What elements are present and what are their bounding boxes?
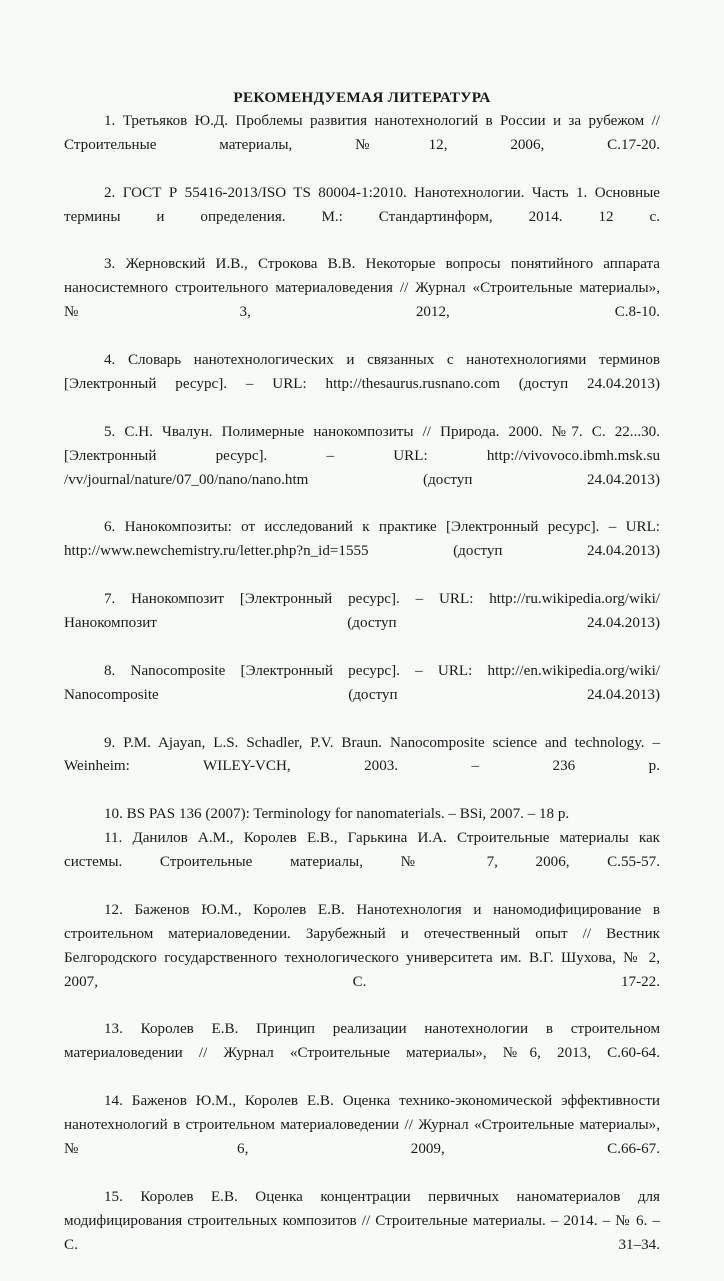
reference-list — [64, 110, 660, 1281]
reference-entry-13: 13. Королев Е.В. Принцип реализации нанотехнологии в строительном материаловедении // Журнал «Строительные материалы», №6, 2013, С.60-64. — [64, 1021, 660, 1062]
reference-entry-7: 7. Нанокомпозит [Электронный ресурс]. – URL: http://ru.wikipedia.org/wiki/ Нанокомпозит (доступ 24.04.2013) — [64, 591, 660, 632]
reference-entry-11: 11. Данилов А.М., Королев Е.В., Гарькина И.А. Строительные материалы как системы. Строительные материалы, № 7, 2006, С.55-57. — [64, 830, 660, 871]
reference-entry-4: 4. Словарь нанотехнологических и связанных с нанотехнологиями терминов [Электронный ресурс]. – URL: http://thesaurus.rusnano.com (доступ 24.04.2013) — [64, 352, 660, 392]
reference-entry-9: 9. P.M. Ajayan, L.S. Schadler, P.V. Braun. Nanocomposite science and technology. – Weinheim: WILEY-VCH, 2003. – 236 p. — [64, 734, 660, 775]
reference-entry-12: 12. Баженов Ю.М., Королев Е.В. Нанотехнология и наномодифицирование в строительном материаловедении. Зарубежный и отечественный опыт // Вестник Белгородского государственного технологического университета им. В.Г. Шухова, № 2, 2007, С. 17-22. — [64, 901, 660, 990]
page-title: РЕКОМЕНДУЕМАЯ ЛИТЕРАТУРА — [233, 89, 491, 106]
reference-entry-5: 5. С.Н. Чвалун. Полимерные нанокомпозиты // Природа. 2000. №7. С. 22...30. [Электронный ресурс]. – URL: http://vivovoco.ibmh.msk.su /vv/journal/nature/07_00/nano/nano.htm (доступ 24.04.2013) — [64, 423, 660, 488]
reference-entry-8: 8. Nanocomposite [Электронный ресурс]. – URL: http://en.wikipedia.org/wiki/ Nanocomposite (доступ 24.04.2013) — [64, 662, 660, 703]
page-content — [64, 86, 660, 1281]
reference-entry-10: 10. BS PAS 136 (2007): Terminology for nanomaterials. – BSi, 2007. – 18 p. — [104, 806, 570, 823]
reference-entry-15: 15. Королев Е.В. Оценка концентрации первичных наноматериалов для модифицирования строительных композитов // Строительные материалы. – 2014. – № 6. – С. 31–34. — [64, 1188, 660, 1253]
reference-entry-2: 2. ГОСТ Р 55416-2013/ISO TS 80004-1:2010. Нанотехнологии. Часть 1. Основные термины и определения. М.: Стандартинформ, 2014. 12 с. — [64, 184, 660, 225]
reference-entry-6: 6. Нанокомпозиты: от исследований к практике [Электронный ресурс]. – URL: http://www.newchemistry.ru/letter.php?n_id=1555 (доступ 24.04.2013) — [64, 519, 660, 560]
reference-entry-1: 1. Третьяков Ю.Д. Проблемы развития нанотехнологий в России и за рубежом // Строительные материалы, №12, 2006, С.17-20. — [64, 113, 660, 153]
reference-entry-14: 14. Баженов Ю.М., Королев Е.В. Оценка технико-экономической эффективности нанотехнологий в строительном материаловедении // Журнал «Строительные материалы», №6, 2009, С.66-67. — [64, 1093, 660, 1157]
reference-entry-3: 3. Жерновский И.В., Строкова В.В. Некоторые вопросы понятийного аппарата наносистемного строительного материаловедения // Журнал «Строительные материалы», №3, 2012, С.8-10. — [64, 256, 660, 321]
